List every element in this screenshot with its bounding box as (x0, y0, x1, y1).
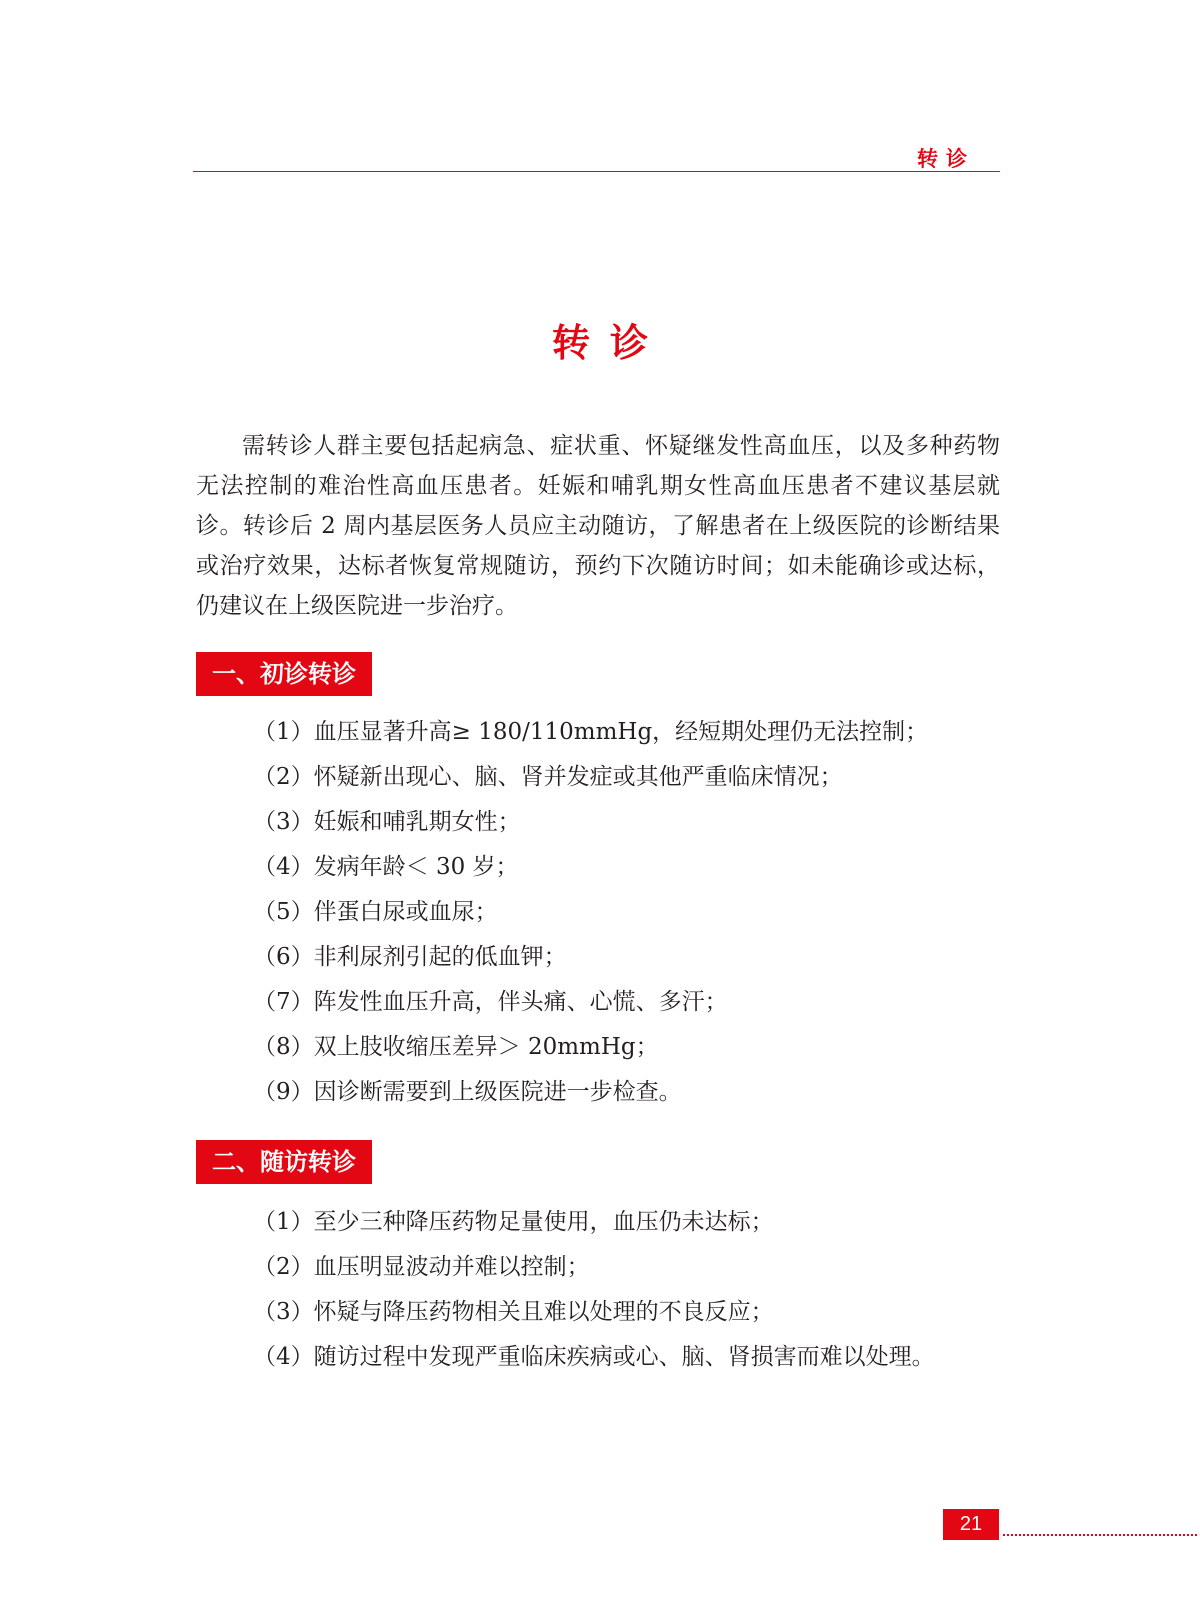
running-header-title: 转诊 (917, 147, 975, 171)
footer-dotted-rule (1003, 1534, 1197, 1536)
page-title: 转诊 (551, 321, 668, 365)
list-item: （4）随访过程中发现严重临床疾病或心、脑、肾损害而难以处理。 (253, 1344, 935, 1370)
section-heading-initial-referral: 一、初诊转诊 (196, 652, 372, 696)
page-number: 21 (943, 1509, 999, 1540)
list-item: （2）怀疑新出现心、脑、肾并发症或其他严重临床情况； (253, 764, 843, 790)
list-item: （3）怀疑与降压药物相关且难以处理的不良反应； (253, 1299, 774, 1325)
list-item: （8）双上肢收缩压差异＞ 20mmHg； (253, 1034, 659, 1060)
list-item: （5）伴蛋白尿或血尿； (253, 899, 498, 925)
list-item: （3）妊娠和哺乳期女性； (253, 809, 521, 835)
section-heading-followup-referral: 二、随访转诊 (196, 1140, 372, 1184)
list-item: （9）因诊断需要到上级医院进一步检查。 (253, 1079, 682, 1105)
intro-paragraph: 需转诊人群主要包括起病急、症状重、怀疑继发性高血压，以及多种药物无法控制的难治性高血压患者。妊娠和哺乳期女性高血压患者不建议基层就诊。转诊后 2 周内基层医务人员应主动随访，了解患者在上级医院的诊断结果或治疗效果，达标者恢复常规随访，预约下次随访时间；如未能确诊或达标，仍建议在上级医院进一步治疗。 (196, 433, 1000, 619)
list-item: （6）非利尿剂引起的低血钾； (253, 944, 567, 970)
header-rule (193, 171, 1000, 172)
list-item: （4）发病年龄＜ 30 岁； (253, 854, 519, 880)
initial-referral-list (253, 710, 928, 1115)
list-item: （1）血压显著升高≥ 180/110mmHg，经短期处理仍无法控制； (253, 719, 929, 745)
followup-referral-list (253, 1200, 935, 1380)
list-item: （7）阵发性血压升高，伴头痛、心慌、多汗； (253, 989, 728, 1015)
list-item: （2）血压明显波动并难以控制； (253, 1254, 590, 1280)
list-item: （1）至少三种降压药物足量使用，血压仍未达标； (253, 1209, 774, 1235)
